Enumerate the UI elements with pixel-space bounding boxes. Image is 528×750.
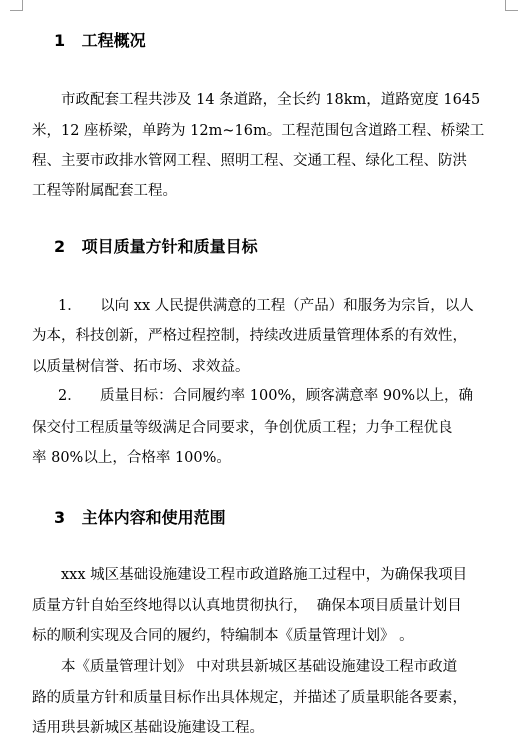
paragraph-line: 率 80%以上，合格率 100%。 — [32, 450, 231, 466]
paragraph-line: 米，12 座桥梁，单跨为 12m~16m。工程范围包含道路工程、桥梁工 — [32, 123, 485, 139]
paragraph-line: 2． 质量目标：合同履约率 100%，顾客满意率 90%以上，确 — [58, 388, 474, 404]
section-title: 工程概况 — [81, 31, 146, 50]
crop-mark-top-left — [10, 0, 23, 11]
section-number: 2 — [54, 237, 66, 256]
paragraph-line: 路的质量方针和质量目标作出具体规定，并描述了质量职能各要素， — [32, 690, 467, 706]
section-title: 主体内容和使用范围 — [81, 508, 226, 527]
paragraph-line: xxx 城区基础设施建设工程市政道路施工过程中，为确保我项目 — [61, 567, 468, 583]
paragraph-line: 质量方针自始至终地得以认真地贯彻执行， 确保本项目质量计划目 — [32, 598, 462, 614]
section-heading-1 — [54, 28, 146, 51]
paragraph-line: 标的顺利实现及合同的履约，特编制本《质量管理计划》 。 — [32, 628, 414, 644]
paragraph-line: 市政配套工程共涉及 14 条道路，全长约 18km，道路宽度 1645 — [61, 92, 481, 108]
section-heading-2 — [54, 234, 258, 257]
section-number: 1 — [54, 31, 66, 50]
paragraph-line: 程、主要市政排水管网工程、照明工程、交通工程、绿化工程、防洪 — [32, 153, 467, 169]
paragraph-line: 1． 以向 xx 人民提供满意的工程（产品）和服务为宗旨，以人 — [58, 298, 474, 314]
paragraph-line: 保交付工程质量等级满足合同要求，争创优质工程；力争工程优良 — [32, 420, 453, 436]
paragraph-line: 本《质量管理计划》 中对珙县新城区基础设施建设工程市政道 — [61, 659, 458, 675]
crop-mark-top-right — [505, 0, 518, 11]
paragraph-line: 为本，科技创新，严格过程控制，持续改进质量管理体系的有效性， — [32, 328, 467, 344]
section-heading-3 — [54, 505, 226, 528]
paragraph-line: 工程等附属配套工程。 — [32, 183, 177, 199]
paragraph-line: 适用珙县新城区基础设施建设工程。 — [32, 720, 264, 736]
section-title: 项目质量方针和质量目标 — [81, 237, 258, 256]
paragraph-line: 以质量树信誉、拓市场、求效益。 — [32, 359, 250, 375]
section-number: 3 — [54, 508, 66, 527]
